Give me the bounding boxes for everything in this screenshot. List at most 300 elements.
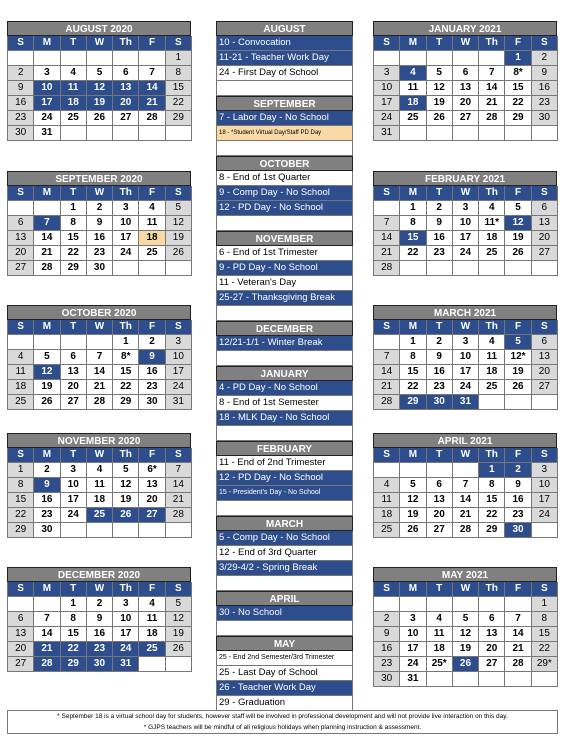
day-cell: 17 [166, 365, 192, 380]
day-cell: 4 [61, 66, 87, 81]
event-row: 5 - Comp Day - No School [216, 531, 353, 546]
weekday-header: M [34, 448, 60, 463]
event-row [216, 621, 353, 636]
day-cell: 21 [87, 380, 113, 395]
weekday-header: F [139, 582, 165, 597]
day-cell: 19 [427, 96, 453, 111]
day-cell [505, 395, 531, 410]
weekday-header: F [505, 186, 531, 201]
day-cell [166, 126, 192, 141]
day-cell: 10 [113, 612, 139, 627]
day-cell [453, 261, 479, 276]
day-cell: 8 [61, 612, 87, 627]
weekday-header: Th [113, 186, 139, 201]
day-cell: 19 [87, 96, 113, 111]
event-row: 4 - PD Day - No School [216, 381, 353, 396]
day-cell: 30 [8, 126, 34, 141]
day-cell [374, 51, 400, 66]
day-cell: 23 [427, 246, 453, 261]
weekday-header: T [427, 448, 453, 463]
day-cell [139, 261, 165, 276]
day-cell: 3 [400, 612, 426, 627]
day-cell: 22 [400, 380, 426, 395]
event-row: 18 - *Student Virtual Day/Staff PD Day [216, 126, 353, 141]
footnotes [7, 710, 558, 734]
day-cell: 10 [532, 478, 558, 493]
weekday-header: S [8, 186, 34, 201]
day-cell: 17 [113, 231, 139, 246]
day-cell: 4 [479, 335, 505, 350]
day-cell: 30 [374, 672, 400, 687]
day-cell: 20 [532, 365, 558, 380]
day-cell [374, 201, 400, 216]
day-cell: 27 [532, 380, 558, 395]
day-cell: 1 [532, 597, 558, 612]
day-cell: 4 [374, 478, 400, 493]
day-cell: 16 [427, 365, 453, 380]
day-cell: 30 [34, 523, 60, 538]
day-cell: 14 [479, 81, 505, 96]
weekday-header: T [61, 448, 87, 463]
day-cell: 23 [427, 380, 453, 395]
day-cell: 22 [166, 96, 192, 111]
weekday-header: W [87, 448, 113, 463]
event-row: 11 - End of 2nd Trimester [216, 456, 353, 471]
day-cell: 31 [113, 657, 139, 672]
day-cell: 4 [139, 597, 165, 612]
day-cell: 12 [427, 81, 453, 96]
day-cell [8, 335, 34, 350]
day-cell: 21 [374, 246, 400, 261]
day-cell: 9 [34, 478, 60, 493]
day-cell: 1 [400, 335, 426, 350]
day-cell: 26 [166, 246, 192, 261]
day-cell [532, 672, 558, 687]
footnote-1: * September 18 is a virtual school day for students, however staff will be involved in professional development and will not provide live interaction on this day. [57, 713, 508, 720]
month-title: AUGUST 2020 [7, 21, 191, 36]
day-cell: 19 [453, 642, 479, 657]
day-cell: 5 [166, 201, 192, 216]
day-cell: 8 [400, 216, 426, 231]
day-cell: 16 [505, 493, 531, 508]
day-cell: 6* [139, 463, 165, 478]
day-cell: 26 [427, 111, 453, 126]
day-cell: 16 [427, 231, 453, 246]
day-cell: 6 [427, 478, 453, 493]
day-cell: 18 [427, 642, 453, 657]
event-row: 29 - Graduation [216, 696, 353, 711]
day-cell: 2 [87, 201, 113, 216]
event-row: 25-27 - Thanksgiving Break [216, 291, 353, 306]
weekday-header: F [139, 186, 165, 201]
weekday-header: S [532, 36, 558, 51]
day-cell [505, 672, 531, 687]
day-cell: 4 [479, 201, 505, 216]
event-row: 6 - End of 1st Trimester [216, 246, 353, 261]
day-cell: 22 [532, 642, 558, 657]
day-cell: 6 [61, 350, 87, 365]
day-cell: 15 [61, 627, 87, 642]
day-cell: 14 [374, 231, 400, 246]
day-cell: 23 [87, 246, 113, 261]
day-cell: 9 [87, 612, 113, 627]
day-cell: 17 [532, 493, 558, 508]
day-cell: 16 [374, 642, 400, 657]
month-title: MAY 2021 [373, 567, 557, 582]
day-cell [400, 51, 426, 66]
day-cell: 11 [427, 627, 453, 642]
day-cell: 10 [61, 478, 87, 493]
weekday-header: M [400, 320, 426, 335]
month-oct-2020 [7, 305, 191, 410]
day-cell: 3 [166, 335, 192, 350]
weekday-header: Th [113, 36, 139, 51]
events-column [216, 21, 353, 711]
day-cell: 27 [479, 657, 505, 672]
day-cell: 20 [8, 642, 34, 657]
day-cell: 12 [166, 612, 192, 627]
month-title: OCTOBER 2020 [7, 305, 191, 320]
event-row: 3/29-4/2 - Spring Break [216, 561, 353, 576]
day-cell: 28 [453, 523, 479, 538]
day-cell: 7 [87, 350, 113, 365]
day-cell: 27 [427, 523, 453, 538]
day-cell: 24 [400, 657, 426, 672]
day-cell: 4 [8, 350, 34, 365]
weekday-header: S [166, 448, 192, 463]
day-cell: 19 [505, 231, 531, 246]
weekday-header: S [166, 36, 192, 51]
day-cell: 13 [113, 81, 139, 96]
day-cell [374, 597, 400, 612]
day-cell: 19 [505, 365, 531, 380]
day-cell: 28 [479, 111, 505, 126]
day-cell: 6 [532, 335, 558, 350]
day-cell: 23 [8, 111, 34, 126]
day-cell: 23 [532, 96, 558, 111]
day-cell: 27 [453, 111, 479, 126]
day-cell [166, 523, 192, 538]
event-row: 11 - Veteran's Day [216, 276, 353, 291]
day-cell: 21 [453, 508, 479, 523]
month-feb-2021 [373, 171, 557, 276]
month-title: NOVEMBER 2020 [7, 433, 191, 448]
weekday-header: W [87, 582, 113, 597]
day-cell: 13 [427, 493, 453, 508]
day-cell: 29* [532, 657, 558, 672]
day-cell: 15 [113, 365, 139, 380]
day-cell: 18 [374, 508, 400, 523]
day-cell [87, 126, 113, 141]
day-cell [139, 523, 165, 538]
day-cell [505, 126, 531, 141]
day-cell: 20 [113, 96, 139, 111]
day-cell: 31 [34, 126, 60, 141]
day-cell: 24 [453, 246, 479, 261]
day-cell: 14 [166, 478, 192, 493]
day-cell: 3 [113, 201, 139, 216]
day-cell: 18 [87, 493, 113, 508]
day-cell: 12 [113, 478, 139, 493]
weekday-header: S [166, 320, 192, 335]
day-cell [87, 51, 113, 66]
day-cell: 16 [8, 96, 34, 111]
weekday-header: W [453, 582, 479, 597]
events-month-heading: JANUARY [216, 366, 353, 381]
event-row: 12 - PD Day - No School [216, 471, 353, 486]
weekday-header: Th [479, 448, 505, 463]
day-cell: 9 [8, 81, 34, 96]
month-jan-2021 [373, 21, 557, 141]
day-cell: 7 [34, 612, 60, 627]
day-cell [34, 51, 60, 66]
event-row: 8 - End of 1st Semester [216, 396, 353, 411]
day-cell: 18 [400, 96, 426, 111]
day-cell: 5 [87, 66, 113, 81]
day-cell: 16 [87, 231, 113, 246]
events-month-heading: SEPTEMBER [216, 96, 353, 111]
event-row: 9 - PD Day - No School [216, 261, 353, 276]
day-cell: 17 [453, 365, 479, 380]
weekday-header: M [34, 36, 60, 51]
event-row: 7 - Labor Day - No School [216, 111, 353, 126]
day-cell: 29 [61, 657, 87, 672]
day-cell: 10 [34, 81, 60, 96]
day-cell: 21 [34, 642, 60, 657]
day-cell: 23 [87, 642, 113, 657]
event-row [216, 576, 353, 591]
event-row: 9 - Comp Day - No School [216, 186, 353, 201]
day-cell [532, 395, 558, 410]
day-cell [113, 523, 139, 538]
day-cell: 18 [61, 96, 87, 111]
day-cell [166, 657, 192, 672]
day-cell: 11 [61, 81, 87, 96]
day-cell: 7 [34, 216, 60, 231]
event-row [216, 351, 353, 366]
weekday-header: T [61, 582, 87, 597]
day-cell [61, 523, 87, 538]
event-row [216, 81, 353, 96]
day-cell: 4 [400, 66, 426, 81]
weekday-header: T [427, 582, 453, 597]
day-cell: 15 [8, 493, 34, 508]
day-cell: 2 [427, 335, 453, 350]
day-cell: 3 [453, 335, 479, 350]
day-cell [479, 261, 505, 276]
day-cell: 22 [479, 508, 505, 523]
events-month-heading: DECEMBER [216, 321, 353, 336]
event-row: 25 - Last Day of School [216, 666, 353, 681]
day-cell: 12 [453, 627, 479, 642]
day-cell [87, 523, 113, 538]
day-cell [453, 126, 479, 141]
day-cell: 24 [532, 508, 558, 523]
day-cell [479, 597, 505, 612]
day-cell [427, 672, 453, 687]
day-cell: 17 [113, 627, 139, 642]
day-cell: 2 [34, 463, 60, 478]
day-cell: 7 [374, 350, 400, 365]
day-cell: 13 [139, 478, 165, 493]
weekday-header: F [505, 582, 531, 597]
day-cell: 24 [374, 111, 400, 126]
day-cell [532, 126, 558, 141]
day-cell: 28 [139, 111, 165, 126]
event-row: 12 - End of 3rd Quarter [216, 546, 353, 561]
day-cell: 10 [400, 627, 426, 642]
weekday-header: M [400, 186, 426, 201]
events-month-heading: MAY [216, 636, 353, 651]
weekday-header: W [453, 448, 479, 463]
day-cell: 2 [532, 51, 558, 66]
day-cell: 19 [400, 508, 426, 523]
day-cell: 30 [139, 395, 165, 410]
day-cell: 27 [8, 261, 34, 276]
day-cell: 7 [374, 216, 400, 231]
event-row: 12/21-1/1 - Winter Break [216, 336, 353, 351]
weekday-header: W [453, 320, 479, 335]
day-cell [427, 51, 453, 66]
day-cell: 13 [479, 627, 505, 642]
day-cell: 23 [34, 508, 60, 523]
day-cell: 10 [453, 216, 479, 231]
weekday-header: Th [113, 320, 139, 335]
day-cell: 25* [427, 657, 453, 672]
day-cell: 1 [505, 51, 531, 66]
event-row [216, 426, 353, 441]
day-cell: 29 [479, 523, 505, 538]
day-cell [479, 395, 505, 410]
day-cell: 5 [453, 612, 479, 627]
weekday-header: M [34, 320, 60, 335]
day-cell: 5 [113, 463, 139, 478]
day-cell [139, 126, 165, 141]
day-cell: 3 [113, 597, 139, 612]
weekday-header: S [166, 582, 192, 597]
weekday-header: S [532, 320, 558, 335]
day-cell: 30 [505, 523, 531, 538]
day-cell: 11 [400, 81, 426, 96]
weekday-header: S [8, 448, 34, 463]
day-cell: 3 [61, 463, 87, 478]
day-cell [400, 463, 426, 478]
day-cell [453, 597, 479, 612]
month-apr-2021 [373, 433, 557, 538]
day-cell: 28 [374, 261, 400, 276]
day-cell: 25 [87, 508, 113, 523]
day-cell: 6 [532, 201, 558, 216]
day-cell: 11 [139, 612, 165, 627]
day-cell: 30 [427, 395, 453, 410]
day-cell: 13 [453, 81, 479, 96]
day-cell: 11 [87, 478, 113, 493]
event-row: 15 - President's Day - No School [216, 486, 353, 501]
footnote-2: * GJPS teachers will be mindful of all religious holidays when planning instruction & assessment. [143, 724, 422, 731]
weekday-header: S [532, 582, 558, 597]
day-cell: 7 [166, 463, 192, 478]
day-cell: 15 [505, 81, 531, 96]
weekday-header: T [427, 36, 453, 51]
day-cell: 23 [505, 508, 531, 523]
weekday-header: S [532, 448, 558, 463]
day-cell: 6 [8, 216, 34, 231]
month-title: DECEMBER 2020 [7, 567, 191, 582]
day-cell: 17 [400, 642, 426, 657]
day-cell: 4 [427, 612, 453, 627]
day-cell: 13 [532, 350, 558, 365]
day-cell: 5 [34, 350, 60, 365]
weekday-header: F [505, 448, 531, 463]
month-title: FEBRUARY 2021 [373, 171, 557, 186]
event-row: 11-21 - Teacher Work Day [216, 51, 353, 66]
day-cell: 20 [139, 493, 165, 508]
day-cell [113, 126, 139, 141]
day-cell: 21 [505, 642, 531, 657]
day-cell: 18 [139, 231, 165, 246]
day-cell: 23 [139, 380, 165, 395]
events-month-heading: APRIL [216, 591, 353, 606]
day-cell: 8 [532, 612, 558, 627]
day-cell: 6 [8, 612, 34, 627]
day-cell: 28 [505, 657, 531, 672]
day-cell: 6 [113, 66, 139, 81]
day-cell: 26 [453, 657, 479, 672]
day-cell: 14 [34, 231, 60, 246]
day-cell: 27 [113, 111, 139, 126]
day-cell: 19 [166, 627, 192, 642]
day-cell [113, 261, 139, 276]
day-cell: 11 [479, 350, 505, 365]
weekday-header: S [8, 36, 34, 51]
day-cell: 18 [139, 627, 165, 642]
weekday-header: F [505, 320, 531, 335]
day-cell: 1 [166, 51, 192, 66]
weekday-header: S [166, 186, 192, 201]
day-cell: 28 [87, 395, 113, 410]
weekday-header: T [427, 320, 453, 335]
day-cell: 19 [166, 231, 192, 246]
weekday-header: T [61, 320, 87, 335]
day-cell: 26 [505, 246, 531, 261]
day-cell: 22 [505, 96, 531, 111]
day-cell: 10 [374, 81, 400, 96]
event-row: 30 - No School [216, 606, 353, 621]
day-cell: 18 [479, 365, 505, 380]
events-month-heading: MARCH [216, 516, 353, 531]
day-cell: 13 [8, 627, 34, 642]
weekday-header: T [61, 186, 87, 201]
day-cell: 9 [427, 216, 453, 231]
weekday-header: S [8, 582, 34, 597]
day-cell: 12 [400, 493, 426, 508]
day-cell: 18 [8, 380, 34, 395]
school-calendar [7, 21, 558, 710]
day-cell: 27 [8, 657, 34, 672]
day-cell: 8 [479, 478, 505, 493]
day-cell: 14 [374, 365, 400, 380]
weekday-header: M [34, 186, 60, 201]
event-row: 8 - End of 1st Quarter [216, 171, 353, 186]
month-sep-2020 [7, 171, 191, 276]
weekday-header: F [139, 320, 165, 335]
day-cell: 16 [34, 493, 60, 508]
day-cell: 29 [113, 395, 139, 410]
month-aug-2020 [7, 21, 191, 141]
day-cell: 8 [400, 350, 426, 365]
day-cell: 17 [374, 96, 400, 111]
day-cell: 11* [479, 216, 505, 231]
